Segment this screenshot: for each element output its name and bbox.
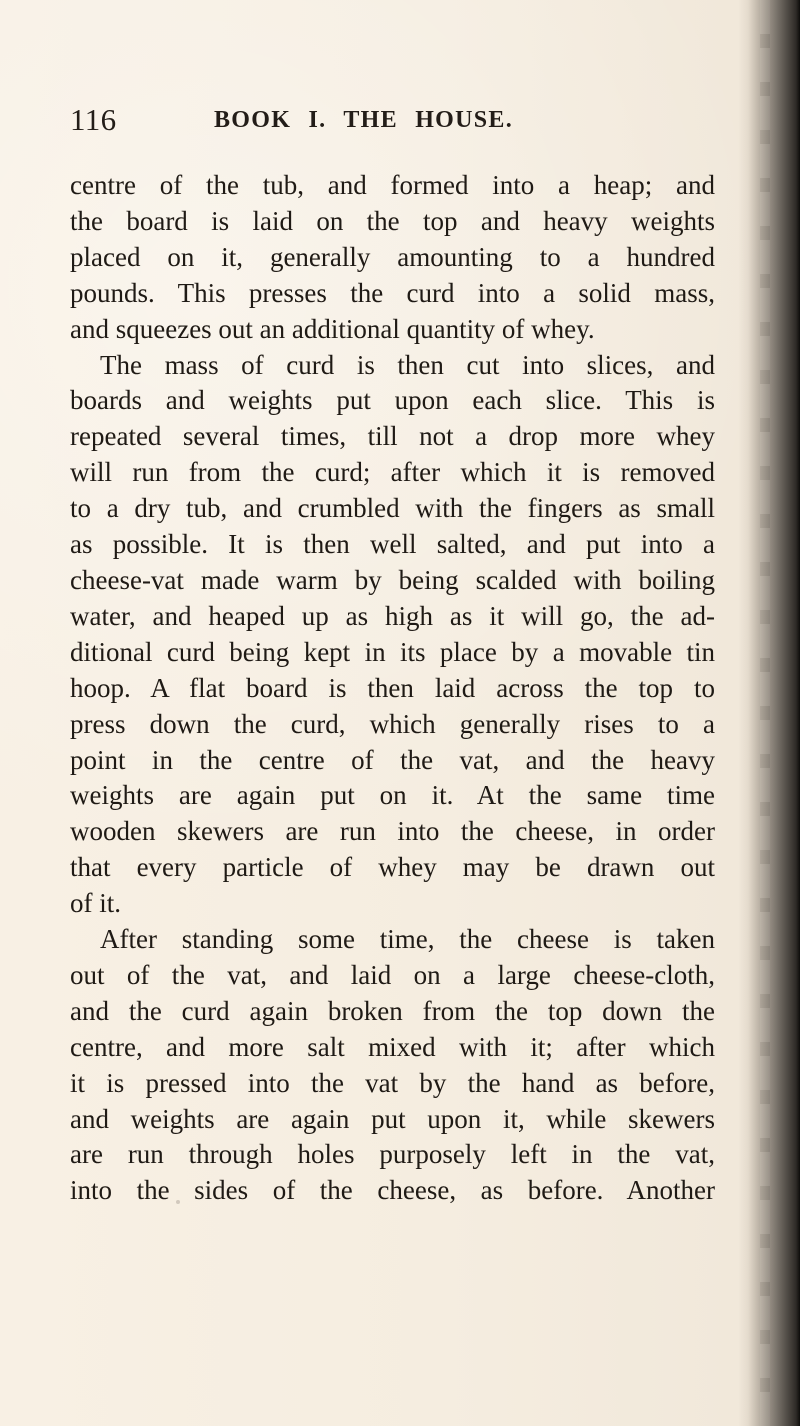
text-line: and squeezes out an additional quantity of whey. (70, 313, 595, 344)
text-line: centre, and more salt mixed with it; after which (70, 1031, 715, 1062)
text-line: out of the vat, and laid on a large cheese-cloth, (70, 959, 715, 990)
text-line: and weights are again put upon it, while skewers (70, 1103, 715, 1134)
running-head: BOOK I. THE HOUSE. (214, 107, 514, 133)
text-line: to a dry tub, and crumbled with the fingers as small (70, 493, 715, 524)
text-line: The mass of curd is then cut into slices, and (100, 349, 715, 380)
page-header (70, 103, 734, 143)
text-line: ditional curd being kept in its place by a movable tin (70, 636, 715, 667)
text-line: the board is laid on the top and heavy weights (70, 205, 715, 236)
text-line: are run through holes purposely left in the vat, (70, 1139, 715, 1170)
text-line: pounds. This presses the curd into a solid mass, (70, 277, 715, 308)
text-line: boards and weights put upon each slice. This is (70, 385, 715, 416)
paper-speck (176, 1200, 180, 1204)
text-line: it is pressed into the vat by the hand as before, (70, 1067, 715, 1098)
text-line: press down the curd, which generally rises to a (70, 708, 715, 739)
page-number: 116 (70, 102, 117, 137)
text-line: weights are again put on it. At the same time (70, 780, 715, 811)
text-line: wooden skewers are run into the cheese, in order (70, 816, 715, 847)
text-line: of it. (70, 888, 121, 919)
text-line: placed on it, generally amounting to a hundred (70, 241, 715, 272)
text-line: that every particle of whey may be drawn out (70, 852, 715, 883)
text-line: hoop. A flat board is then laid across the top to (70, 672, 715, 703)
page-text-block (70, 168, 715, 1209)
text-line: and the curd again broken from the top down the (70, 995, 715, 1026)
text-line: water, and heaped up as high as it will go, the ad- (70, 600, 715, 631)
text-line: After standing some time, the cheese is taken (100, 924, 715, 955)
text-line: centre of the tub, and formed into a heap; and (70, 170, 715, 200)
text-line: cheese-vat made warm by being scalded with boiling (70, 564, 715, 595)
text-line: as possible. It is then well salted, and put into a (70, 529, 715, 560)
text-line: repeated several times, till not a drop more whey (70, 421, 715, 452)
text-line: into the sides of the cheese, as before. Another (70, 1175, 715, 1206)
text-line: will run from the curd; after which it is removed (70, 457, 715, 488)
text-line: point in the centre of the vat, and the heavy (70, 744, 715, 775)
book-gutter-shadow (738, 0, 800, 1426)
